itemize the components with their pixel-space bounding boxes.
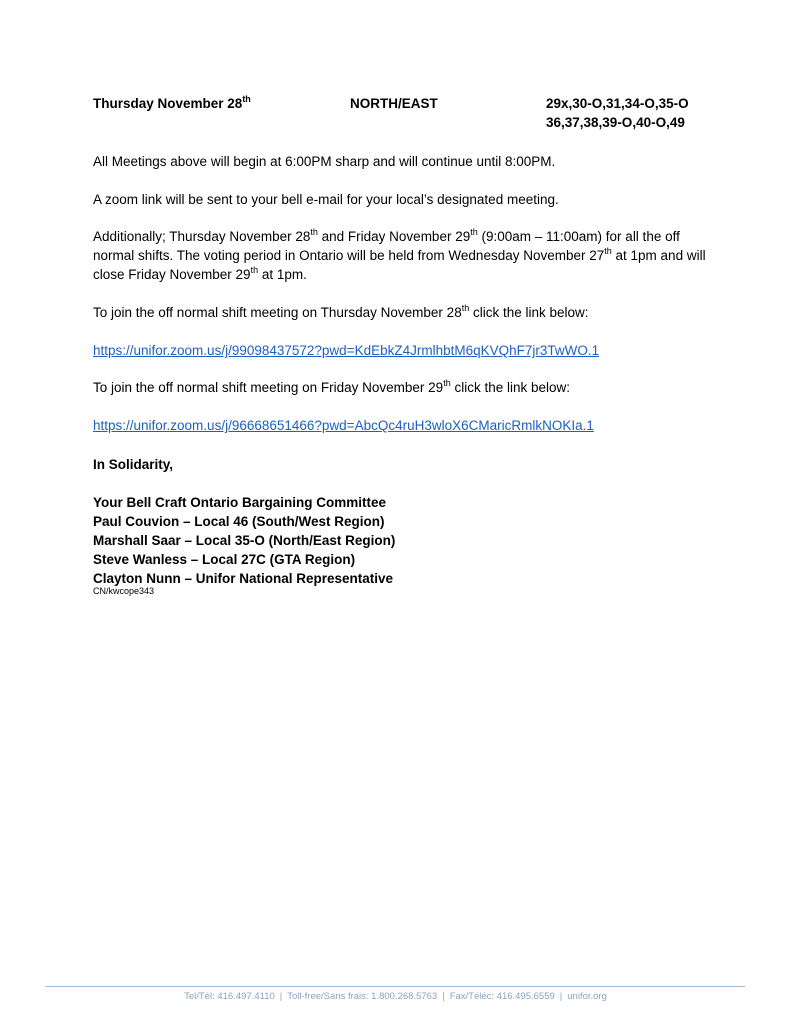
committee-name: Your Bell Craft Ontario Bargaining Committee	[93, 495, 387, 510]
signature-member: Steve Wanless – Local 27C (GTA Region)	[93, 552, 356, 567]
thursday-link-paragraph	[93, 341, 713, 360]
document-reference: CN/kwcope343	[93, 586, 155, 596]
friday-zoom-link[interactable]: https://unifor.zoom.us/j/96668651466?pwd=AbcQc4ruH3wloX6CMaricRmlkNOKIa.1	[93, 418, 594, 433]
footer-tollfree: Toll-free/Sans frais: 1.800.268.5763	[287, 991, 438, 1002]
signature-member: Paul Couvion – Local 46 (South/West Region)	[93, 514, 385, 529]
signature-member: Marshall Saar – Local 35-O (North/East Region)	[93, 533, 396, 548]
meeting-locals-line-2: 36,37,38,39-O,40-O,49	[546, 115, 685, 130]
join-friday-paragraph: To join the off normal shift meeting on Friday November 29th click the link below:	[93, 377, 571, 395]
thursday-zoom-link[interactable]: https://unifor.zoom.us/j/99098437572?pwd=KdEbkZ4JrmlhbtM6qKVQhF7jr3TwWO.1	[93, 343, 600, 358]
meeting-locals-line-1: 29x,30-O,31,34-O,35-O	[546, 96, 689, 111]
footer-website[interactable]: unifor.org	[567, 991, 607, 1002]
closing-salutation: In Solidarity,	[93, 457, 174, 472]
meeting-region: NORTH/EAST	[350, 96, 438, 111]
signature-member: Clayton Nunn – Unifor National Representative	[93, 571, 394, 586]
additional-paragraph: Additionally; Thursday November 28th and Friday November 29th (9:00am – 11:00am) for all the off normal shifts. The voting period in Ontario will be held from Wednesday November 27th at 1pm and will close Friday November 29th at 1pm.	[93, 226, 706, 282]
meeting-date: Thursday November 28th	[93, 93, 251, 111]
footer-tel: Tel/Tél: 416.497.4110	[184, 991, 275, 1002]
footer-separator: |	[442, 991, 445, 1002]
footer-separator: |	[279, 991, 283, 1002]
friday-link-paragraph	[93, 416, 713, 435]
footer-contact	[0, 991, 791, 1003]
signature-block	[93, 493, 713, 588]
join-thursday-paragraph: To join the off normal shift meeting on Thursday November 28th click the link below:	[93, 302, 589, 320]
footer-separator: |	[559, 991, 563, 1002]
footer-divider	[45, 986, 745, 987]
footer-fax: Fax/Téléc: 416.495.6559	[449, 991, 555, 1002]
zoom-note-paragraph: A zoom link will be sent to your bell e-mail for your local’s designated meeting.	[93, 192, 559, 207]
meeting-time-paragraph: All Meetings above will begin at 6:00PM sharp and will continue until 8:00PM.	[93, 154, 556, 169]
